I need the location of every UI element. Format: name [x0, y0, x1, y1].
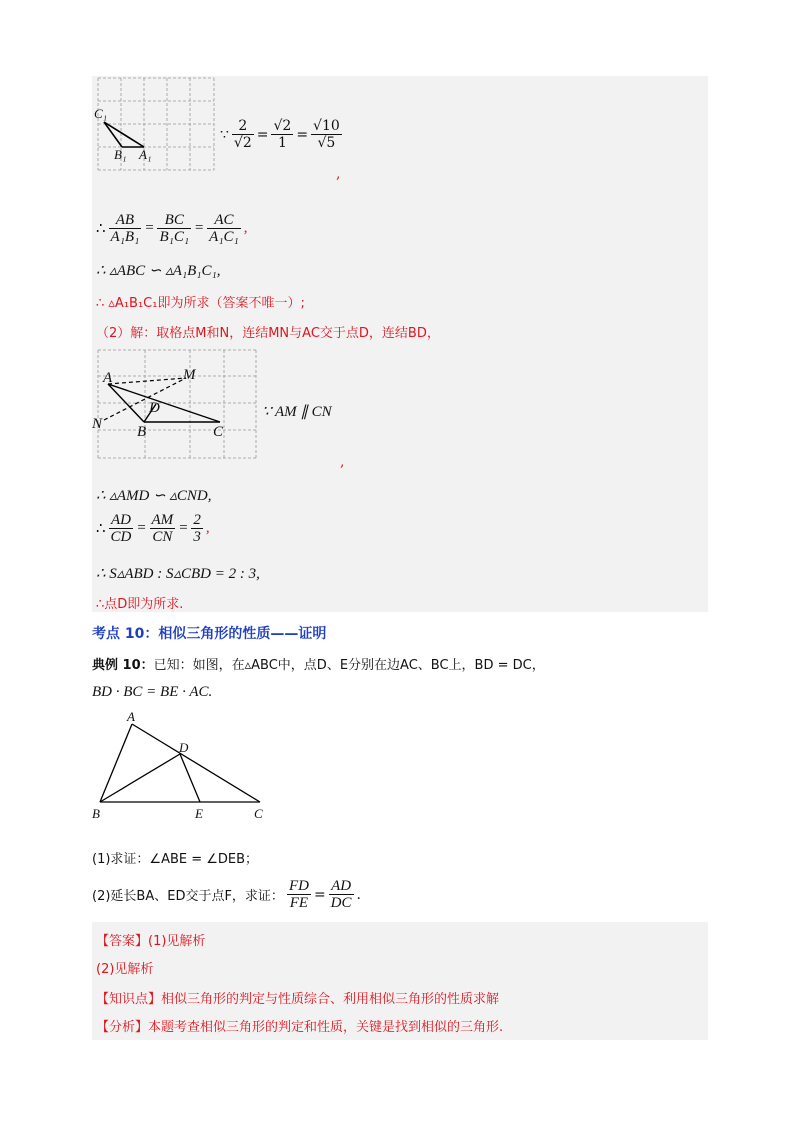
fraction: $\frac{2}{√2}$ — [233, 118, 252, 151]
ratio-eq-line: ∴ $\frac{AB}{\text{A₁B₁}}$ = $\frac{BC}{\text{B₁C₁}}$ = $\frac{AC}{\text{A₁C₁}}$ , — [96, 212, 248, 245]
grid2-label-b: B — [137, 424, 147, 440]
similar-line: ∴ ▵ABC ∽ ▵A₁B₁C₁, — [96, 263, 221, 279]
answer-line-1: 【答案】(1)见解析 — [96, 934, 206, 949]
answer-line-2: (2)见解析 — [96, 962, 154, 977]
analysis: 【分析】本题考查相似三角形的判定和性质，关键是找到相似的三角形. — [96, 1020, 504, 1035]
fraction: $\frac{√2}{1}$ — [273, 118, 292, 151]
question-2: (2)延长BA、ED交于点F，求证： $\frac{FD}{FE}$ = $\frac{AD}{DC}$ . — [92, 878, 361, 911]
triangle-figure — [96, 722, 266, 806]
similar-amd-cnd: ∴ ▵AMD ∽ ▵CND, — [96, 488, 212, 504]
comma: , — [336, 166, 341, 182]
step2-intro: （2）解：取格点M和N，连结MN与AC交于点D，连结BD， — [96, 326, 440, 341]
grid-figure-2 — [96, 348, 258, 460]
ratio-line-2: ∴ $\frac{AD}{CD}$ = $\frac{AM}{CN}$ = $\frac{2}{3}$ , — [96, 512, 210, 545]
grid2-label-c: C — [213, 424, 224, 440]
comma: , — [340, 454, 345, 470]
fig-label-a: A — [127, 709, 135, 724]
example-stem-1: 典例 10：已知：如图，在▵ABC中，点D、E分别在边AC、BC上，BD = DC， — [92, 658, 545, 673]
grid2-label-d: D — [149, 400, 160, 416]
fig-label-c: C — [254, 806, 263, 821]
fig-label-d: D — [179, 740, 189, 755]
section-title: 考点 10：相似三角形的性质——证明 — [92, 626, 327, 642]
grid2-label-m: M — [183, 367, 196, 383]
example-label: 典例 10： — [92, 658, 154, 673]
result-line: ∴ ▵A₁B₁C₁即为所求（答案不唯一）; — [96, 296, 305, 311]
ratio-line-1: ∵ $\frac{2}{√2}$ = $\frac{√2}{1}$ = $\frac{√10}{√5}$ — [220, 118, 340, 151]
since-symbol: ∵ — [220, 126, 229, 143]
knowledge-point: 【知识点】相似三角形的判定与性质综合、利用相似三角形的性质求解 — [96, 992, 500, 1007]
area-ratio-line: ∴ S▵ABD : S▵CBD = 2 : 3, — [96, 566, 260, 582]
grid2-label-a: A — [103, 370, 113, 386]
grid2-label-n: N — [92, 416, 103, 432]
grid1-label-a1: A₁ — [139, 147, 152, 162]
parallel-line: ∵ AM ∥ CN — [262, 404, 332, 420]
fraction: $\frac{√10}{√5}$ — [313, 118, 340, 151]
question-1: (1)求证：∠ABE = ∠DEB； — [92, 852, 259, 867]
conclusion-line: ∴点D即为所求. — [96, 597, 184, 612]
fig-label-e: E — [195, 806, 203, 821]
grid1-label-b1: B₁ — [114, 147, 127, 162]
example-stem-2: BD · BC = BE · AC. — [92, 684, 213, 700]
grid1-label-c1: C₁ — [94, 106, 108, 121]
fig-label-b: B — [92, 806, 100, 821]
